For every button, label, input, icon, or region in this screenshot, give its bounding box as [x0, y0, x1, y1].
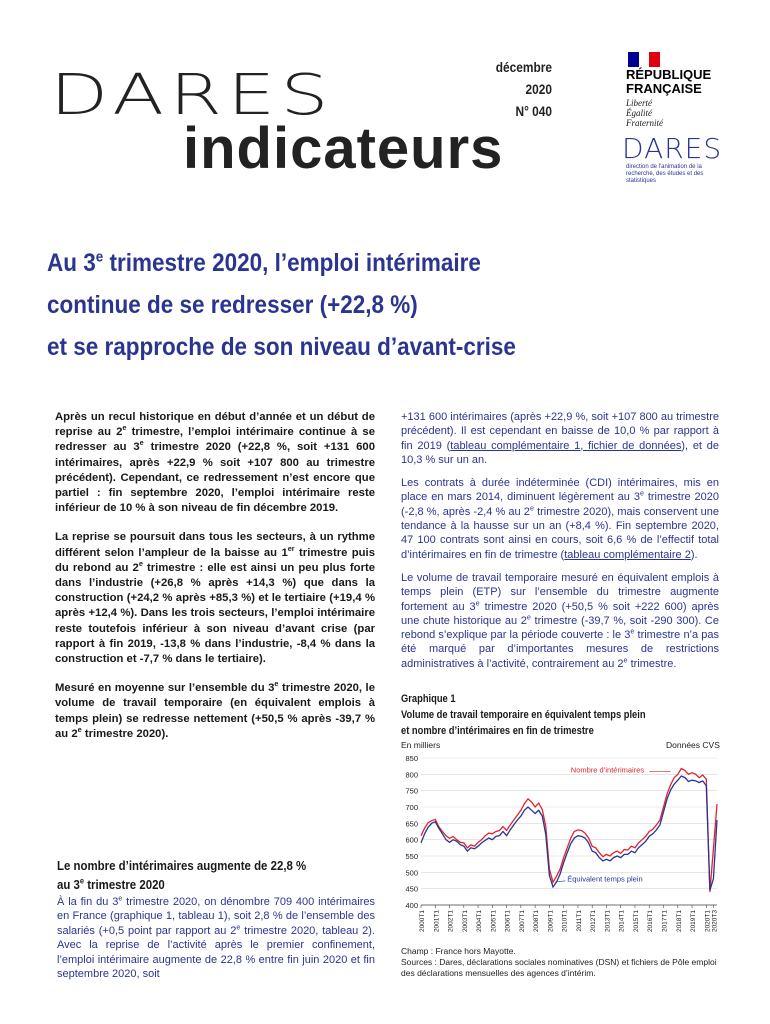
x-tick-label: 2013T1 [604, 910, 612, 933]
x-tick-label: 2012T1 [590, 910, 598, 933]
x-tick-label: 2014T1 [618, 910, 626, 933]
x-tick-label: 2005T1 [490, 910, 498, 933]
series-line-etp [421, 776, 717, 890]
summary-paragraph-2: La reprise se poursuit dans tous les secteurs, à un rythme différent selon l’ampleur de la baisse au 1er trimestre puis du rebond au 2e trimestre : elle est ainsi un peu plus forte dans l’industrie (+26,8 % après +14,3 %) que dans la construction (+24,2 % après +85,3 %) et le tertiaire (+19,4 % après +12,4 %). Dans les trois secteurs, l’emploi intérimaire reste toutefois inférieur à son niveau d’avant crise (par rapport à fin 2019, -13,8 % dans l’industrie, -8,4 % dans la construction et -7,7 % dans le tertiaire). [55, 531, 376, 666]
x-tick-label: 2000T1 [419, 910, 426, 933]
issue-number: N° 040 [515, 103, 552, 119]
x-tick-label: 2002T1 [447, 910, 455, 933]
x-tick-label: 2001T1 [433, 910, 441, 933]
y-tick-label: 750 [405, 786, 418, 796]
x-tick-label: 2020T3 [711, 910, 719, 933]
body-paragraph-right-3: Le volume de travail temporaire mesuré en équivalent emplois à temps plein (ETP) sur l’ensemble du trimestre augmente fortement au 3e trimestre 2020 (+50,5 % soit +222 600) après une chute historique au 2e trimestre (-39,7 %, soit -290 300). Ce rebond s’explique par la période couverte : le 3e trimestre n’a pas été marqué par d’importantes mesures de restrictions administratives à l’activité, contrairement au 2e trimestre. [401, 571, 719, 670]
employment-line-chart [395, 752, 725, 944]
y-tick-label: 800 [405, 770, 418, 780]
x-tick-label: 2016T1 [647, 910, 655, 933]
body-paragraph-left: À la fin du 3e trimestre 2020, on dénombre 709 400 intérimaires en France (graphique 1, tableau 1), soit 2,8 % de l’ensemble des salariés (+0,5 point par rapport au 2e trimestre 2020, tableau 2). Avec la reprise de l’activité après le premier confinement, l’emploi intérimaire augmente de 22,8 % entre fin juin 2020 et fin septembre 2020, soit [57, 894, 375, 981]
x-tick-label: 2008T1 [533, 910, 541, 933]
x-tick-label: 2006T1 [504, 910, 512, 933]
y-tick-label: 500 [405, 868, 418, 878]
link-tableau-complementaire-2[interactable]: tableau complémentaire 2 [564, 548, 691, 561]
body-paragraph-right-2: Les contrats à durée indéterminée (CDI) intérimaires, mis en place en mars 2014, diminuent légèrement au 3e trimestre 2020 (-2,8 %, après -2,4 % au 2e trimestre 2020), mais conservent une tendance à la hausse sur un an (+8,4 %). Fin septembre 2020, 47 100 contrats sont ainsi en cours, soit 6,6 % de l’effectif total d’intérimaires en fin de trimestre (tableau complémentaire 2). [401, 477, 719, 561]
issue-info [470, 56, 552, 122]
x-tick-label: 2015T1 [632, 910, 640, 933]
y-tick-label: 700 [405, 803, 418, 812]
republique-francaise-logo: RÉPUBLIQUE FRANÇAISE [626, 67, 712, 96]
graph-cvs: Données CVS [666, 740, 720, 750]
graph-title: Graphique 1 Volume de travail temporaire en équivalent temps plein et nombre d’intérimaires en fin de trimestre [401, 693, 646, 737]
section-heading: Le nombre d’intérimaires augmente de 22,8 % au 3e trimestre 2020 [57, 858, 307, 892]
y-tick-label: 550 [405, 852, 418, 861]
x-tick-label: 2007T1 [518, 910, 526, 933]
x-tick-label: 2020T1 [704, 910, 712, 933]
annotation-etp: Équivalent temps plein [567, 874, 643, 884]
x-tick-label: 2010T1 [561, 910, 569, 933]
indicateurs-wordmark: indicateurs [183, 116, 504, 181]
right-column [401, 410, 719, 680]
y-tick-label: 450 [405, 884, 418, 894]
x-tick-label: 2004T1 [476, 910, 484, 933]
french-flag-icon [628, 52, 660, 67]
dares-logo-caption: direction de l'animation de la recherche, des études et des statistiques [626, 164, 704, 184]
summary-paragraph-1: Après un recul historique en début d’année et un début de reprise au 2e trimestre, l’emploi intérimaire continue à se redresser au 3e trimestre 2020 (+22,8 %, soit +131 600 intérimaires, après +22,9 % soit +107 800 au trimestre précédent). Cependant, ce redressement n’est encore que partiel : fin septembre 2020, l’emploi intérimaire reste inférieur de 10 % à son niveau de fin décembre 2019. [55, 411, 376, 515]
x-tick-label: 2019T1 [690, 910, 698, 933]
x-tick-label: 2003T1 [461, 910, 469, 933]
x-tick-label: 2017T1 [661, 910, 669, 933]
republic-motto: Liberté Égalité Fraternité [626, 98, 663, 128]
x-tick-label: 2011T1 [575, 910, 583, 932]
issue-date: décembre 2020 [495, 59, 552, 97]
left-column [55, 410, 375, 756]
y-tick-label: 650 [405, 819, 418, 829]
annotation-interimaires: Nombre d’intérimaires [570, 765, 645, 775]
graph-unit: En milliers [401, 740, 441, 750]
body-paragraph-right-1: +131 600 intérimaires (après +22,9 %, soit +107 800 au trimestre précédent). Il est cependant en baisse de 10,0 % par rapport à fin 2019 (tableau complémentaire 1, fichier de données), et de 10,3 % sur un an. [401, 411, 719, 466]
summary-paragraph-3: Mesuré en moyenne sur l’ensemble du 3e trimestre 2020, le volume de travail temporaire (en équivalent emplois à temps plein) se redresse nettement (+50,5 % après -39,7 % au 2e trimestre 2020). [55, 679, 375, 740]
y-tick-label: 400 [405, 901, 418, 910]
x-tick-label: 2018T1 [675, 910, 683, 933]
dares-wordmark: DARES [50, 63, 334, 128]
page-title: Au 3e trimestre 2020, l’emploi intérimaire continue de se redresser (+22,8 %) et se rapproche de son niveau d’avant-crise [47, 248, 516, 361]
y-tick-label: 600 [405, 835, 418, 845]
dares-logo: DARES [622, 132, 723, 165]
x-tick-label: 2009T1 [547, 910, 555, 933]
graph-sources: Champ : France hors Mayotte. Sources : Dares, déclarations sociales nominatives (DSN) et fichiers de Pôle emploi des déclarations mensuelles des agences d’intérim. [401, 946, 717, 978]
y-tick-label: 850 [405, 754, 418, 763]
link-tableau-complementaire-1[interactable]: tableau complémentaire 1, fichier de données [450, 439, 682, 452]
